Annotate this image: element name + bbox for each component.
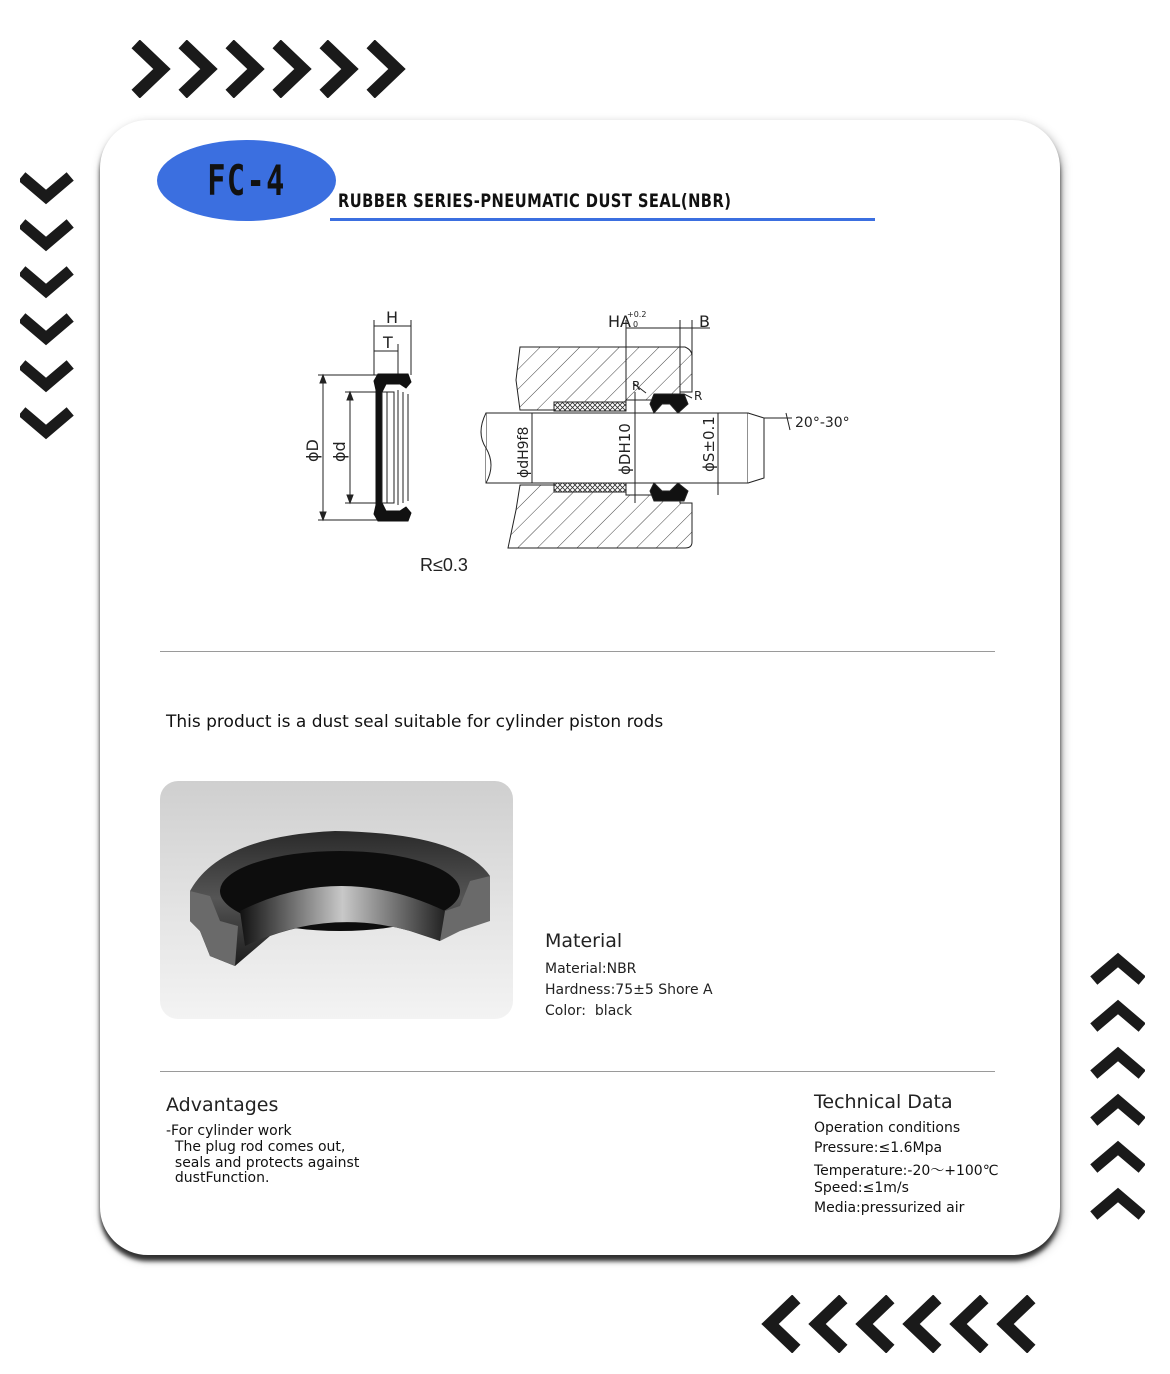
chevron-right-icon [328, 48, 350, 90]
chevron-down-column [20, 170, 75, 450]
radius-note: R≤0.3 [420, 555, 468, 575]
chevron-right-icon [234, 48, 256, 90]
dim-label-outer-diameter: ϕD [303, 439, 322, 462]
model-code: FC-4 [207, 156, 286, 205]
seal-drawing [290, 300, 890, 560]
dim-tolerance-upper: +0.2 [627, 310, 647, 319]
chevron-down-icon [26, 368, 66, 385]
hardness-line: Hardness:75±5 Shore A [545, 982, 713, 998]
product-card [100, 120, 1060, 1255]
chevron-left-icon [1005, 1303, 1027, 1345]
chevron-right-icon [140, 48, 162, 90]
tech-line: Media:pressurized air [814, 1200, 965, 1216]
chevron-down-icon [26, 274, 66, 291]
technical-heading: Technical Data [814, 1091, 953, 1113]
advantage-line: seals and protects against [166, 1155, 360, 1171]
dim-tolerance-lower: 0 [633, 320, 639, 329]
chevron-left-icon [817, 1303, 839, 1345]
chevron-right-icon [281, 48, 303, 90]
advantage-line: The plug rod comes out, [166, 1139, 346, 1155]
seal-side-view [318, 320, 411, 521]
dim-label-b: B [699, 312, 710, 331]
chevron-up-icon [1098, 1007, 1138, 1024]
dim-label-radius-1: R [632, 379, 641, 393]
chevron-up-column [1090, 950, 1145, 1230]
chevron-up-icon [1098, 1148, 1138, 1165]
chevron-up-icon [1098, 1101, 1138, 1118]
dim-label-t: T [383, 333, 393, 352]
tech-line: Operation conditions [814, 1120, 961, 1136]
product-intro: This product is a dust seal suitable for cylinder piston rods [166, 712, 664, 732]
tech-line: Pressure:≤1.6Mpa [814, 1140, 943, 1156]
chevron-down-icon [26, 227, 66, 244]
material-line: Material:NBR [545, 961, 637, 977]
material-heading: Material [545, 930, 623, 952]
dim-label-bore-diameter: ϕDH10 [616, 423, 634, 475]
chevron-left-row [758, 1295, 1043, 1353]
dim-label-s-diameter: ϕS±0.1 [700, 416, 718, 472]
product-subtitle: RUBBER SERIES-PNEUMATIC DUST SEAL(NBR) [338, 190, 732, 212]
title-underline [330, 218, 875, 221]
chevron-up-icon [1098, 1054, 1138, 1071]
dim-label-radius-2: R [694, 389, 703, 403]
chevron-left-icon [958, 1303, 980, 1345]
advantages-heading: Advantages [166, 1094, 279, 1116]
tech-line: Temperature:-20～+100℃ [814, 1163, 999, 1179]
divider-bottom [160, 1071, 995, 1072]
chevron-right-row [130, 40, 415, 98]
advantage-line: -For cylinder work [166, 1123, 292, 1139]
chevron-down-icon [26, 180, 66, 197]
color-line: Color: black [545, 1003, 633, 1019]
tech-line: Speed:≤1m/s [814, 1180, 909, 1196]
dim-label-rod-diameter: ϕdH9f8 [516, 426, 532, 478]
chevron-up-icon [1098, 1195, 1138, 1212]
chevron-left-icon [770, 1303, 792, 1345]
chevron-left-icon [911, 1303, 933, 1345]
chevron-right-icon [187, 48, 209, 90]
chevron-right-icon [375, 48, 397, 90]
chevron-left-icon [864, 1303, 886, 1345]
dim-label-chamfer-angle: 20°-30° [795, 415, 850, 431]
seal-render [160, 781, 513, 1019]
advantage-line: dustFunction. [166, 1170, 270, 1186]
dim-label-inner-diameter: ϕd [330, 441, 349, 462]
chevron-down-icon [26, 321, 66, 338]
dim-label-h: H [386, 308, 399, 327]
chevron-down-icon [26, 415, 66, 432]
seal-photo [160, 781, 513, 1019]
divider-top [160, 651, 995, 652]
dim-label-groove-width: HA [608, 312, 631, 331]
chevron-up-icon [1098, 960, 1138, 977]
